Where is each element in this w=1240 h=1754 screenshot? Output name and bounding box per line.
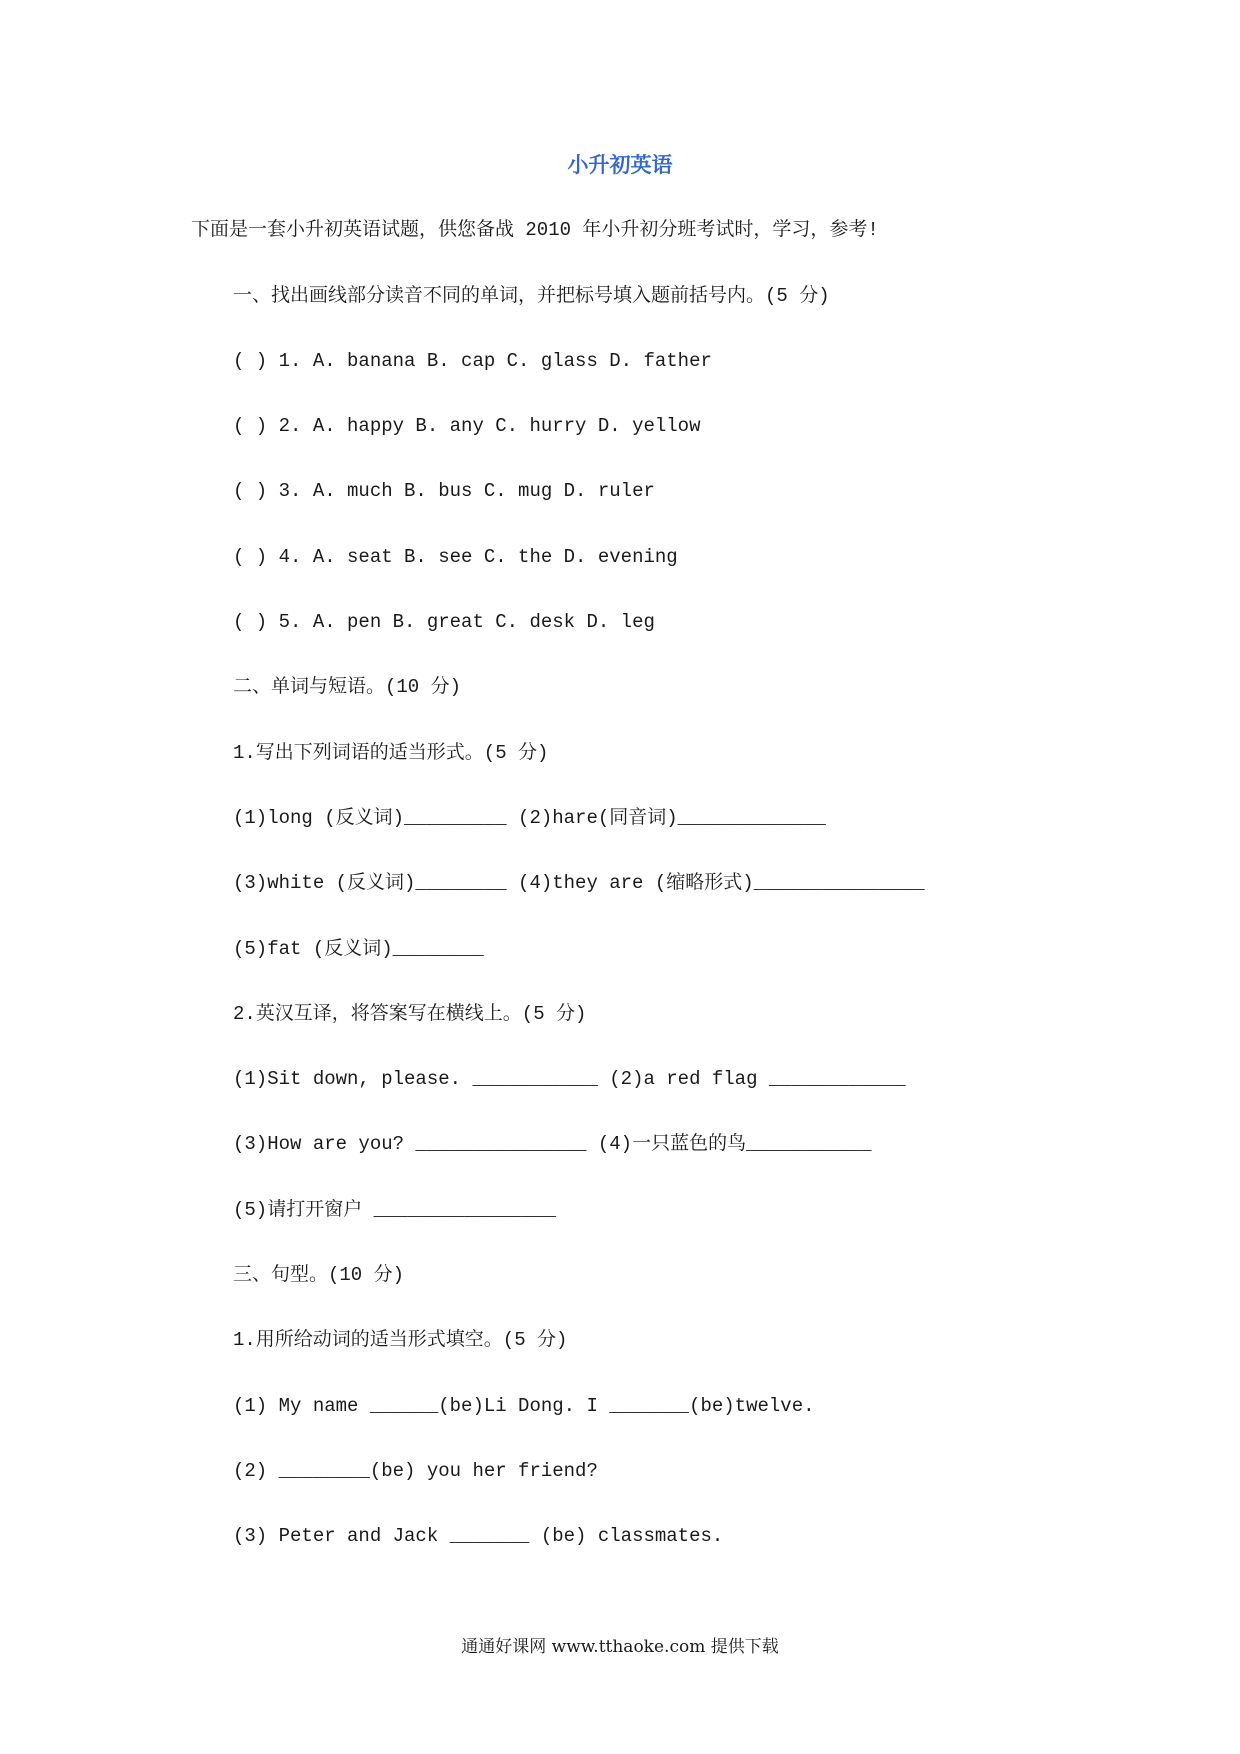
- section-3-heading: 三、句型。(10 分): [233, 1264, 405, 1287]
- section-1-heading: 一、找出画线部分读音不同的单词，并把标号填入题前括号内。(5 分): [233, 284, 830, 307]
- section-2-part-1-instruction: 1.写出下列词语的适当形式。(5 分): [233, 741, 549, 764]
- section-2-part-2-instruction: 2.英汉互译，将答案写在横线上。(5 分): [233, 1002, 587, 1025]
- question-4: ( ) 4. A. seat B. see C. the D. evening: [233, 545, 678, 568]
- section-3-part-1-item: (1) My name ______(be)Li Dong. I _______(be)twelve.: [233, 1394, 815, 1417]
- section-2-part-1-item: (3)white (反义词)________ (4)they are (缩略形式)_______________: [233, 872, 925, 895]
- section-2-part-1-item: (1)long (反义词)_________ (2)hare(同音词)_____________: [233, 806, 826, 829]
- section-2-part-2-item: (3)How are you? _______________ (4)一只蓝色的鸟___________: [233, 1133, 872, 1156]
- section-3-part-1-item: (2) ________(be) you her friend?: [233, 1459, 598, 1482]
- section-3-part-1-instruction: 1.用所给动词的适当形式填空。(5 分): [233, 1329, 568, 1352]
- page-title: 小升初英语: [567, 153, 673, 177]
- section-2-part-2-item: (5)请打开窗户 ________________: [233, 1198, 557, 1221]
- page-footer: 通通好课网 www.tthaoke.com 提供下载: [461, 1637, 779, 1657]
- section-2-part-1-item: (5)fat (反义词)________: [233, 937, 484, 960]
- document-body: [0, 133, 1240, 1570]
- question-3: ( ) 3. A. much B. bus C. mug D. ruler: [233, 480, 655, 503]
- section-2-part-2-item: (1)Sit down, please. ___________ (2)a red flag ____________: [233, 1068, 906, 1091]
- question-2: ( ) 2. A. happy B. any C. hurry D. yellow: [233, 415, 701, 438]
- question-5: ( ) 5. A. pen B. great C. desk D. leg: [233, 611, 655, 634]
- question-1: ( ) 1. A. banana B. cap C. glass D. father: [233, 349, 712, 372]
- intro-text: 下面是一套小升初英语试题，供您备战 2010 年小升初分班考试时，学习，参考!: [191, 219, 879, 242]
- section-3-part-1-item: (3) Peter and Jack _______ (be) classmates.: [233, 1525, 724, 1548]
- section-2-heading: 二、单词与短语。(10 分): [233, 676, 462, 699]
